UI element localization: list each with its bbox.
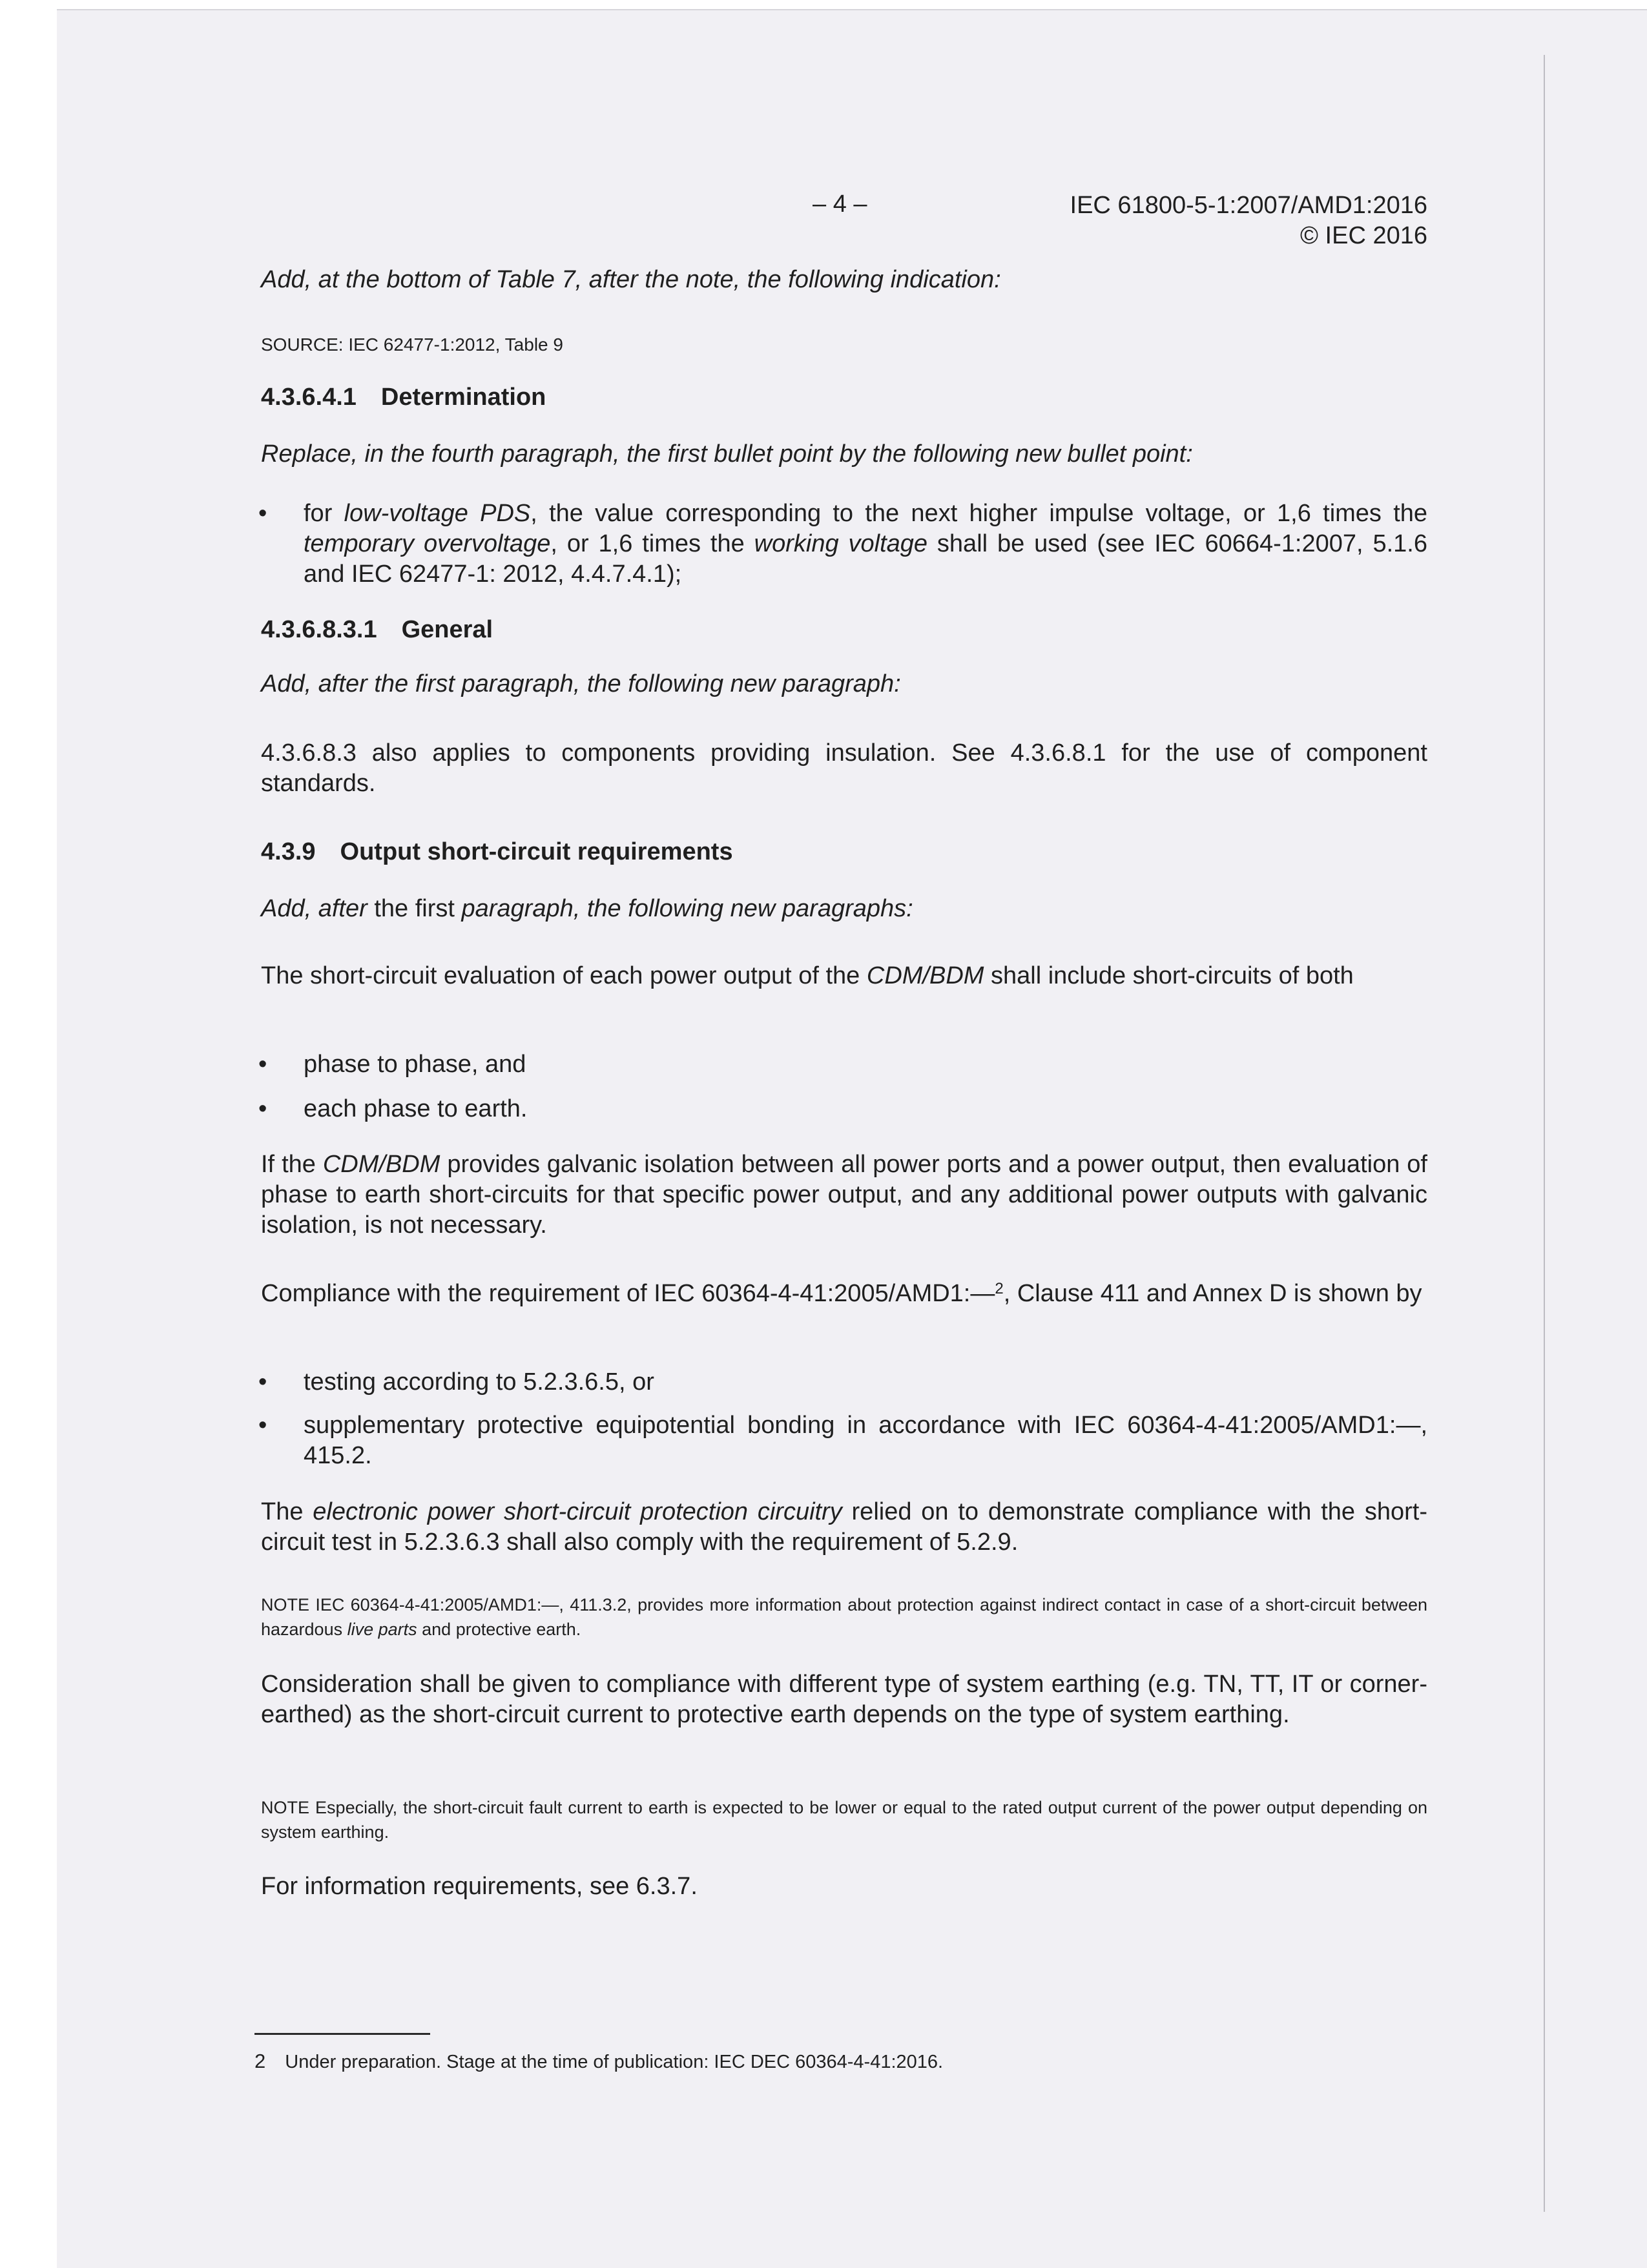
copyright-line: © IEC 2016 — [1300, 222, 1427, 249]
instruction-replace: Replace, in the fourth paragraph, the first bullet point by the following new bullet point: — [261, 440, 1193, 468]
bullet-testing: • testing according to 5.2.3.6.5, or — [304, 1367, 1427, 1397]
footnote-rule — [254, 2033, 430, 2035]
page-number: – 4 – — [813, 191, 867, 218]
section-number: 4.3.6.8.3.1 — [261, 616, 377, 643]
paragraph-system-earthing: Consideration shall be given to compliance with different type of system earthing (e.g. TN, TT, IT or corner- earthed) as the short-circuit current to protective earth depends on the type of system earthing. — [261, 1671, 1427, 1728]
paragraph-short-circuit: The short-circuit evaluation of each power output of the CDM/BDM shall include short-circuits of both — [261, 962, 1354, 989]
section-title: Output short-circuit requirements — [340, 838, 733, 865]
footnote-text: Under preparation. Stage at the time of publication: IEC DEC 60364-4-41:2016. — [285, 2052, 944, 2072]
note-1: NOTE IEC 60364-4-41:2005/AMD1:—, 411.3.2, provides more information about protection against indirect contact in case of a short-circuit between hazardous live parts and protective earth. — [261, 1595, 1427, 1639]
page-edge-line — [1544, 55, 1545, 2212]
source-line: SOURCE: IEC 62477-1:2012, Table 9 — [261, 335, 563, 355]
section-number: 4.3.9 — [261, 838, 316, 865]
paragraph-galvanic-isolation: If the CDM/BDM provides galvanic isolation between all power ports and a power output, then evaluation of phase to earth short-circuits for that specific power output, and any additional power outputs with galvanic isolation, is not necessary. — [261, 1151, 1427, 1239]
paragraph-protection-circuitry: The electronic power short-circuit protection circuitry relied on to demonstrate compliance with the short-circuit test in 5.2.3.6.3 shall also comply with the requirement of 5.2.9. — [261, 1498, 1427, 1556]
bullet-phase-to-earth: • each phase to earth. — [304, 1094, 1427, 1124]
bullet-bonding: • supplementary protective equipotential bonding in accordance with IEC 60364-4-41:2005/AMD1:—, 415.2. — [258, 1412, 1427, 1469]
bullet-dot: • — [258, 1412, 267, 1439]
document-reference — [1070, 191, 1427, 251]
paragraph-compliance: Compliance with the requirement of IEC 60364-4-41:2005/AMD1:—$^2$, Clause 411 and Annex D is shown by — [261, 1280, 1422, 1307]
instruction-add-paragraph: Add, after the first paragraph, the following new paragraph: — [261, 670, 901, 697]
footnote-ref: 2 — [995, 1280, 1004, 1297]
document-id: IEC 61800-5-1:2007/AMD1:2016 — [1070, 192, 1427, 219]
footnote-number: 2 — [254, 2050, 266, 2072]
bullet-low-voltage: • for low-voltage PDS, the value corresponding to the next higher impulse voltage, or 1,6 times the temporary overvoltage, or 1,6 times the working voltage shall be used (see IEC 60664-1:2007, 5.1.6 and IEC 62477-1: 2012, 4.4.7.4.1); — [258, 500, 1428, 588]
instruction-4-3-9: Add, after the first paragraph, the following new paragraphs: — [261, 895, 913, 922]
section-heading-4-3-9 — [261, 837, 1424, 867]
paragraph-4-3-6-8-3: 4.3.6.8.3 also applies to components providing insulation. See 4.3.6.8.1 for the use of component standards. — [261, 739, 1427, 797]
section-heading-4-3-6-4-1 — [261, 382, 1424, 413]
section-number: 4.3.6.4.1 — [261, 384, 357, 411]
footnote — [254, 2048, 943, 2075]
bullet-dot: • — [258, 1095, 267, 1122]
paragraph-information: For information requirements, see 6.3.7. — [261, 1873, 698, 1900]
bullet-phase-to-phase: • phase to phase, and — [304, 1049, 1427, 1080]
bullet-dot: • — [258, 1051, 267, 1078]
section-title: General — [401, 616, 493, 643]
section-heading-4-3-6-8-3-1 — [261, 615, 1424, 645]
bullet-dot: • — [258, 500, 267, 527]
instruction-table7: Add, at the bottom of Table 7, after the note, the following indication: — [261, 266, 1001, 293]
note-2: NOTE Especially, the short-circuit fault current to earth is expected to be lower or equal to the rated output current of the power output depending on system earthing. — [261, 1798, 1427, 1842]
section-title: Determination — [380, 384, 546, 411]
bullet-dot: • — [258, 1368, 267, 1396]
